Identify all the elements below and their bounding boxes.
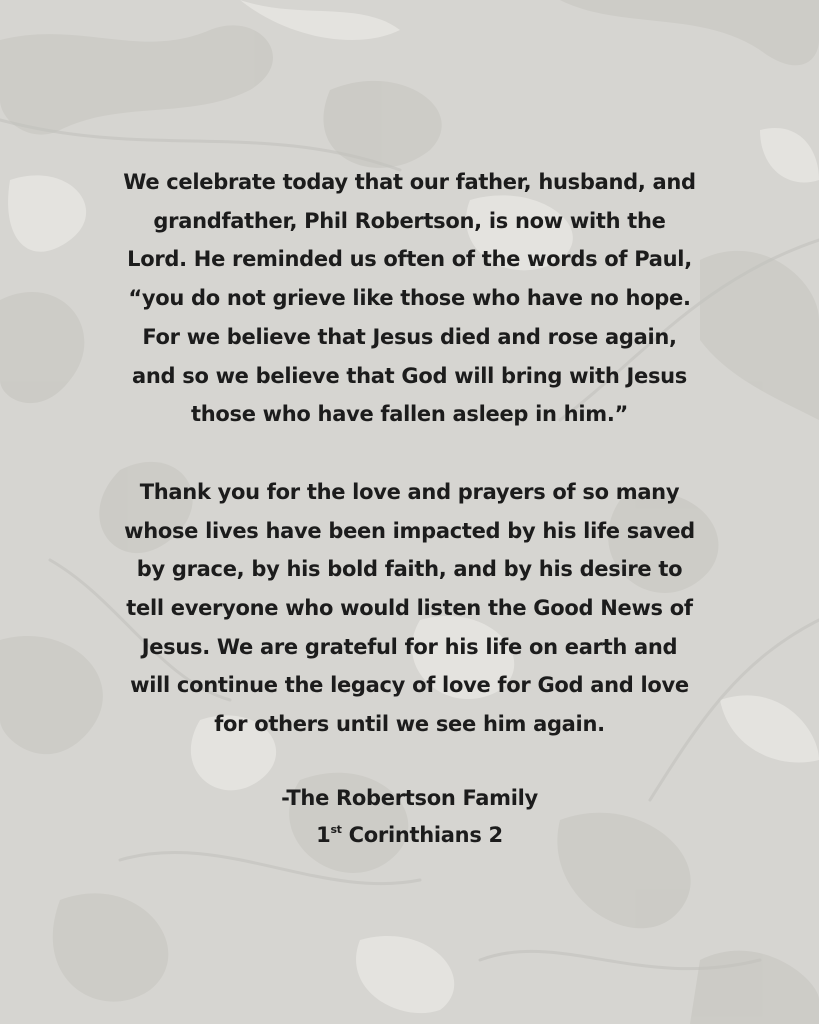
text-line: We celebrate today that our father, husband, and xyxy=(123,170,696,194)
text-line: for others until we see him again. xyxy=(214,712,605,737)
memorial-statement xyxy=(60,163,759,854)
text-line: Lord. He reminded us often of the words of Paul, xyxy=(127,247,692,272)
text-line: those who have fallen asleep in him.” xyxy=(191,402,628,427)
text-line: will continue the legacy of love for God and love xyxy=(130,673,689,698)
signature-block xyxy=(60,780,759,854)
paragraph-thanks xyxy=(60,473,759,744)
reference-ordinal: st xyxy=(330,822,342,836)
text-line: Jesus. We are grateful for his life on earth and xyxy=(141,634,678,659)
text-line: For we believe that Jesus died and rose again, xyxy=(142,324,677,349)
text-line: grandfather, Phil Robertson, is now with the xyxy=(153,208,666,233)
reference-book: Corinthians 2 xyxy=(348,822,503,847)
paragraph-announcement xyxy=(60,163,759,434)
reference-number: 1 xyxy=(316,822,331,847)
text-line: whose lives have been impacted by his life saved xyxy=(124,518,695,543)
text-line: and so we believe that God will bring with Jesus xyxy=(131,363,688,388)
signature-name: -The Robertson Family xyxy=(281,785,538,810)
text-line: Thank you for the love and prayers of so many xyxy=(139,479,680,504)
text-line: by grace, by his bold faith, and by his desire to xyxy=(136,557,683,582)
text-line: “you do not grieve like those who have no hope. xyxy=(128,286,691,311)
scripture-reference xyxy=(60,817,759,854)
text-line: tell everyone who would listen the Good News of xyxy=(126,596,693,621)
